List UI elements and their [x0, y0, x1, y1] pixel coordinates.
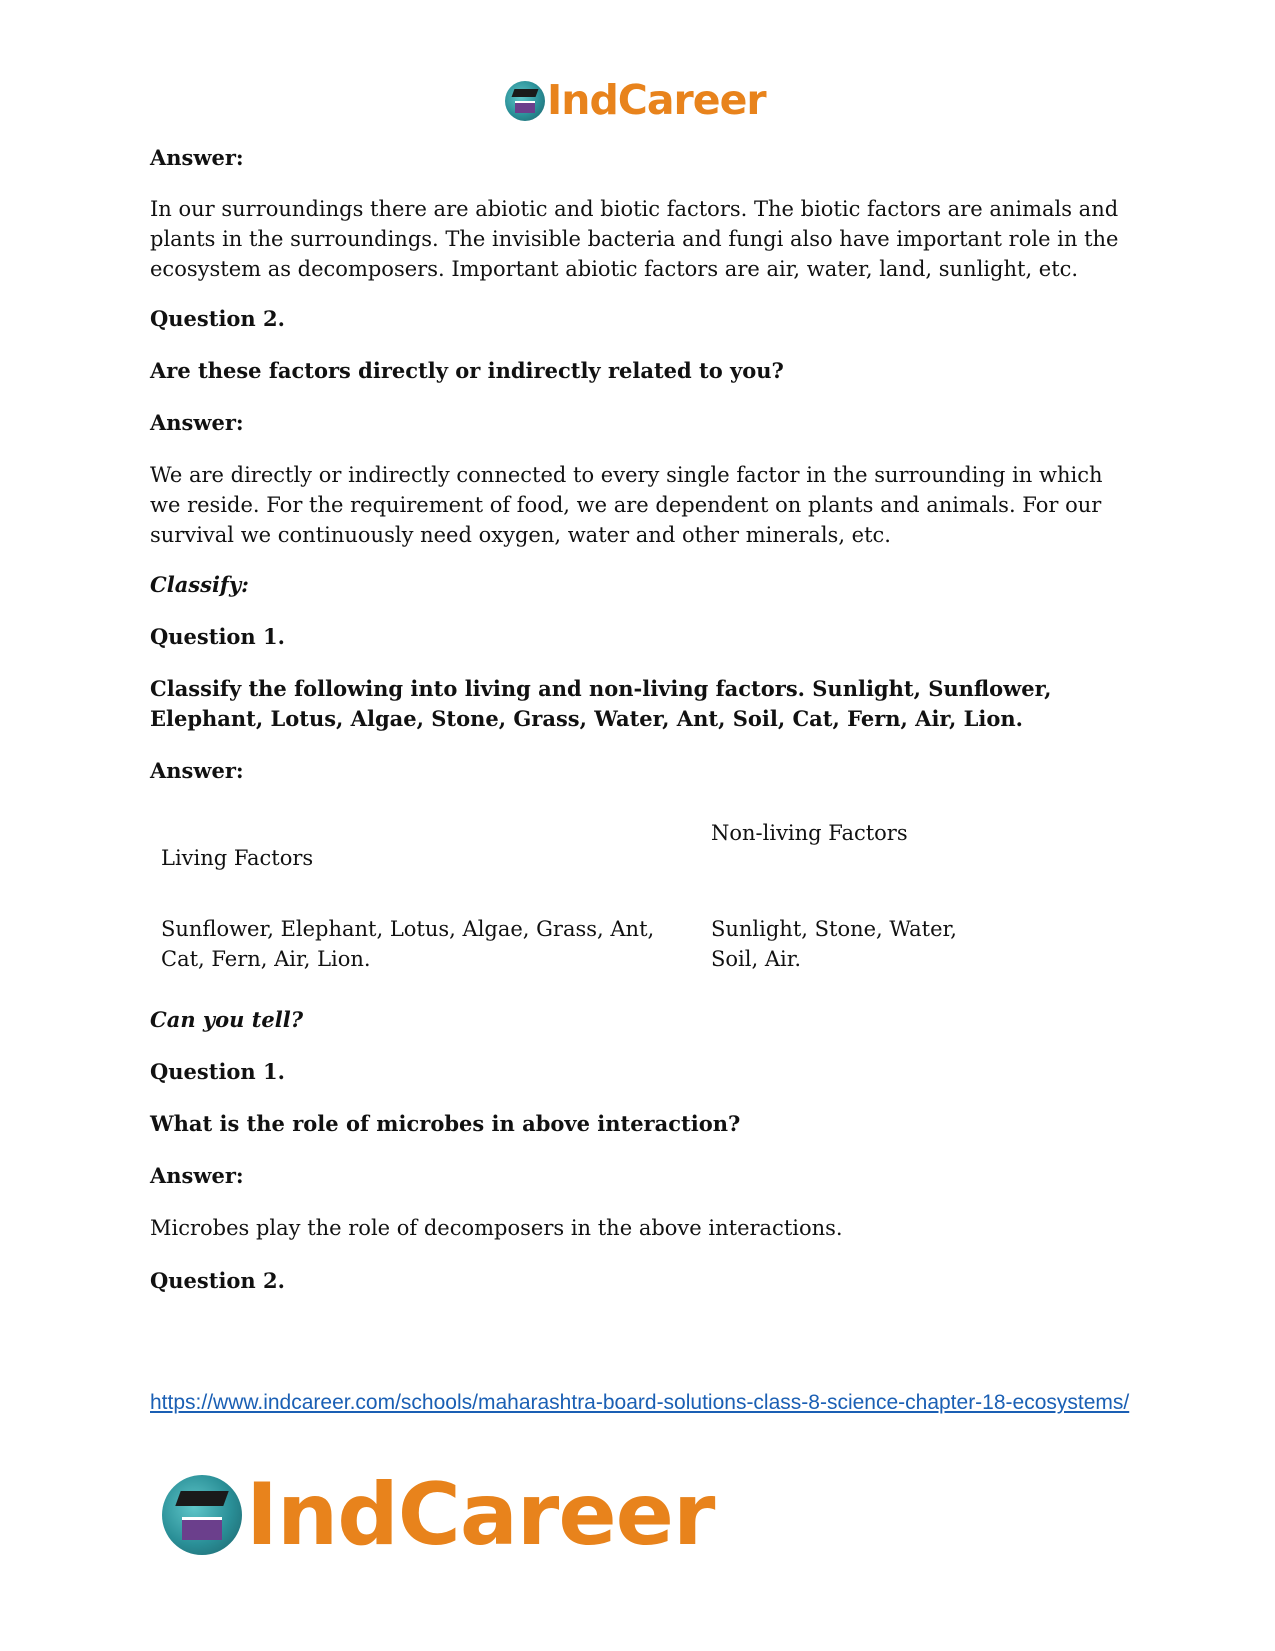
question-text: Classify the following into living and non-living factors. Sunlight, Sunflower, Elephant, Lotus, Algae, Stone, Grass, Water, Ant, Soil, Cat, Fern, Air, Lion. — [150, 676, 1052, 731]
table-cell-living: Sunflower, Elephant, Lotus, Algae, Grass, Ant, Cat, Fern, Air, Lion. — [161, 917, 655, 971]
answer-text: We are directly or indirectly connected to every single factor in the surrounding in which we reside. For the requirement of food, we are dependent on plants and animals. For our survival we continuously need oxygen, water and other minerals, etc. — [150, 463, 1103, 547]
answer-text: In our surroundings there are abiotic and biotic factors. The biotic factors are animals and plants in the surroundings. The invisible bacteria and fungi also have important role in the ecosystem as decomposers. Important abiotic factors are air, water, land, sunlight, etc. — [150, 197, 1119, 281]
answer-label: Answer: — [150, 758, 244, 783]
answer-label: Answer: — [150, 145, 244, 170]
graduation-cap-logo-icon — [505, 81, 545, 121]
header-logo-text: IndCareer — [547, 76, 766, 124]
answer-label: Answer: — [150, 410, 244, 435]
footer-logo-text: IndCareer — [246, 1465, 715, 1565]
footer-logo — [162, 1465, 715, 1565]
question-label: Question 1. — [150, 1059, 285, 1084]
answer-text: Microbes play the role of decomposers in the above interactions. — [150, 1216, 843, 1240]
question-label: Question 2. — [150, 306, 285, 331]
question-label: Question 1. — [150, 624, 285, 649]
question-label: Question 2. — [150, 1268, 285, 1293]
table-header-living: Living Factors — [161, 846, 314, 870]
source-url-link[interactable]: https://www.indcareer.com/schools/maharashtra-board-solutions-class-8-science-chapter-18-ecosystems/ — [150, 1391, 1130, 1414]
answer-label: Answer: — [150, 1163, 244, 1188]
header-logo — [505, 76, 766, 124]
section-heading-classify: Classify: — [150, 572, 249, 597]
section-heading-can-you-tell: Can you tell? — [150, 1007, 304, 1032]
question-text: What is the role of microbes in above interaction? — [150, 1111, 741, 1136]
table-cell-nonliving: Sunlight, Stone, Water, Soil, Air. — [711, 917, 957, 971]
table-header-nonliving: Non-living Factors — [711, 821, 908, 845]
question-text: Are these factors directly or indirectly related to you? — [150, 358, 784, 383]
graduation-cap-logo-icon — [162, 1475, 242, 1555]
